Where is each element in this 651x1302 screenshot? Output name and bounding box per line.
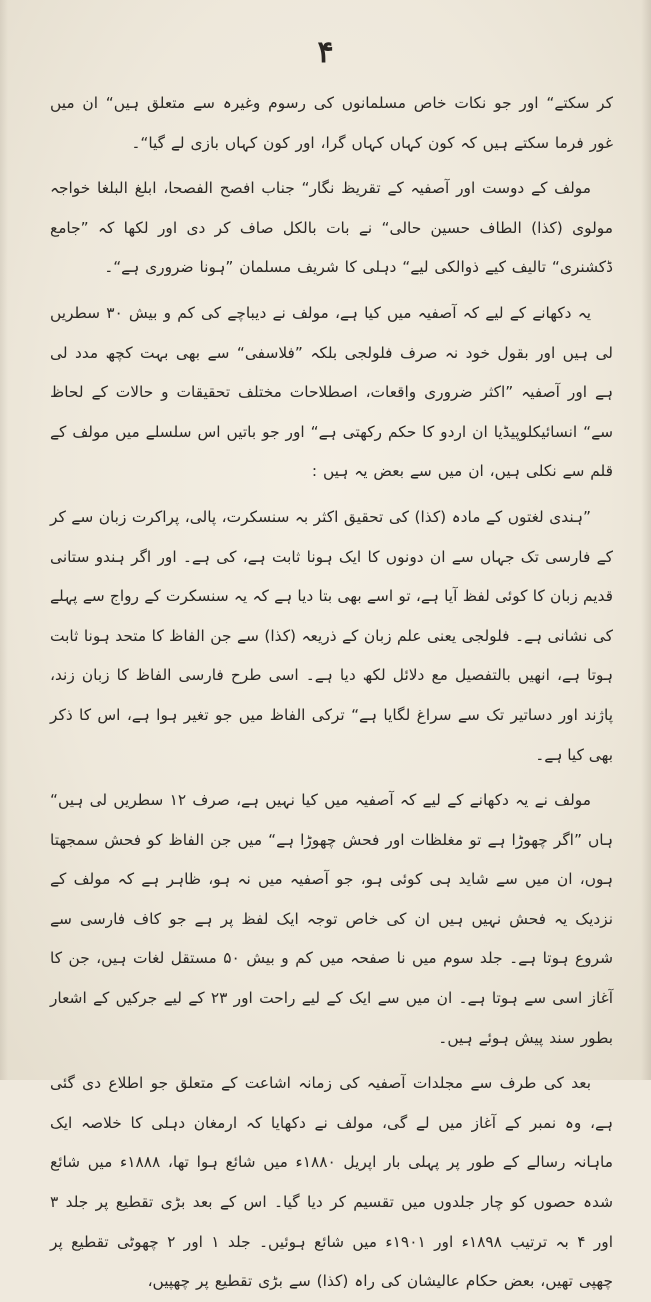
block-quote: ”ہندی لغتوں کے مادہ (کذا) کی تحقیق اکثر بہ سنسکرت، پالی، پراکرت زبان سے کر کے فارسی تک جہاں سے ان دونوں کا ایک ہونا ثابت ہے، کی ہے۔ اور اگر ہندو ستانی قدیم زبان کا کوئی لفظ آیا ہے، تو اسے بھی بتا دیا ہے کہ یہ سنسکرت کے رواج سے پہلے کی نشانی ہے۔ فلولجی یعنی علم زبان کے ذریعہ (کذا) سے جن الفاظ کا متحد ہونا ثابت ہوتا ہے، انھیں بالتفصیل مع دلائل لکھ دیا ہے۔ اسی طرح فارسی الفاظ کا زبان زند، پاژند اور دساتیر تک سے سراغ لگایا ہے“ ترکی الفاظ میں جو تغیر ہوا ہے، اس کا ذکر بھی کیا ہے۔ [50,507,613,764]
page-number: ۴ [317,35,334,70]
scan-edge-left [0,0,8,1080]
paragraph-publication: بعد کی طرف سے مجلدات آصفیہ کی زمانہ اشاعت کے متعلق جو اطلاع دی گئی ہے، وہ نمبر کے آغاز میں لے گی، مولف نے دکھایا کہ ارمغان دہلی کا خلاصہ ایک ماہانہ رسالے کے طور پر پہلی بار اپریل ۱۸۸۰ء میں شائع ہوا تھا، ۱۸۸۸ء میں شائع شدہ حصوں کو چار جلدوں میں تقسیم کر دیا گیا۔ اس کے بعد بڑی تقطیع پر جلد ۳ اور ۴ بہ ترتیب ۱۸۹۸ء اور ۱۹۰۱ء میں شائع ہوئیں۔ جلد ۱ اور ۲ چھوٹی تقطیع پر چھپی تھیں، بعض حکام عالیشان کی راہ (کذا) سے بڑی تقطیع پر چھپیں، [50,1074,613,1291]
paragraph-hali: مولف کے دوست اور آصفیہ کے تقریظ نگار“ جناب افصح الفصحا، ابلغ البلغا خواجہ مولوی (کذا) الطاف حسین حالی“ نے بات بالکل صاف کر دی اور لکھا کہ ”جامع ڈکشنری“ تالیف کیے ذوالکی لیے“ دہلی کا شریف مسلمان ”ہونا ضروری ہے“۔ [50,179,613,277]
urdu-text-body [50,84,614,1291]
paragraph-omissions: مولف نے یہ دکھانے کے لیے کہ آصفیہ میں کیا نہیں ہے، صرف ۱۲ سطریں لی ہیں“ ہاں ”اگر چھوڑا ہے تو مغلظات اور فحش چھوڑا ہے“ میں جن الفاظ کو فحش سمجھتا ہوں، ان میں سے شاید ہی کوئی ہو، جو آصفیہ میں نہ ہو، ظاہر ہے کہ مولف کے نزدیک یہ فحش نہیں ہیں ان کی خاص توجہ ایک لفظ پر ہے جو کاف فارسی سے شروع ہوتا ہے۔ جلد سوم میں نا صفحہ میں کم و بیش ۵۰ مستقل لغات ہیں، جن کا آغاز اسی سے ہوتا ہے۔ ان میں سے ایک کے لیے راحت اور ۲۳ کے لیے جرکیں کے اشعار بطور سند پیش ہوئے ہیں۔ [50,791,614,1047]
scan-edge-right [641,0,651,1080]
paragraph-contents: یہ دکھانے کے لیے کہ آصفیہ میں کیا ہے، مولف نے دیباچے کی کم و بیش ۳۰ سطریں لی ہیں اور بقول خود نہ صرف فلولجی بلکہ ”فلاسفی“ سے بھی بہت کچھ مدد لی ہے اور آصفیہ ”اکثر ضروری واقعات، اصطلاحات مختلف تحقیقات و حالات کے لحاظ سے“ انسائیکلوپیڈیا ان اردو کا حکم رکھتی ہے“ اور جو باتیں اس سلسلے میں مولف کے قلم سے نکلی ہیں، ان میں سے بعض یہ ہیں : [50,303,613,481]
paragraph-continuation: کر سکتے“ اور جو نکات خاص مسلمانوں کی رسوم وغیرہ سے متعلق ہیں“ ان میں غور فرما سکتے ہیں کہ کون کہاں کہاں گرا، اور کون کہاں بازی لے گیا“۔ [50,94,613,152]
